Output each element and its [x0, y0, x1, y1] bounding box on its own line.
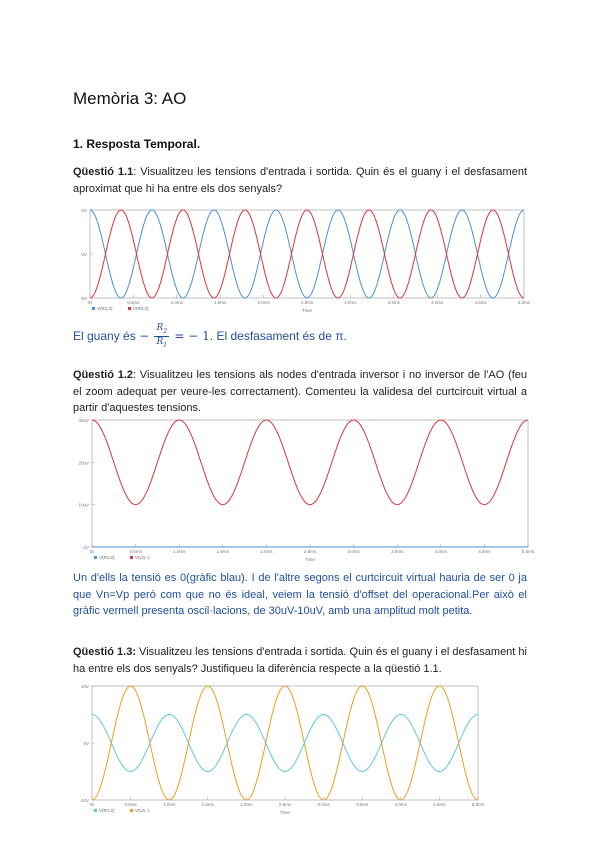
x-tick-label: 5.0ms: [517, 300, 531, 305]
legend-entry: V(U1:-): [135, 808, 150, 813]
x-tick-label: 3.0ms: [317, 802, 330, 807]
question-text: : Visualitzeu les tensions d'entrada i sortida. Quin és el guany i el desfasament aproximat que hi ha entre els dos senyals?: [73, 166, 527, 195]
legend-swatch: [94, 556, 97, 559]
x-axis-label: Time: [280, 810, 290, 815]
legend-entry: V(R1:2): [97, 306, 113, 311]
chart-3: [72, 680, 485, 820]
r2-symbol: R: [156, 322, 164, 333]
x-tick-label: 4.0ms: [394, 802, 407, 807]
y-tick-label: 0V: [83, 545, 89, 550]
x-tick-label: 2.5ms: [303, 549, 317, 554]
r2-subscript: 2: [163, 327, 168, 335]
y-tick-label: 20uV: [78, 460, 89, 466]
x-tick-label: 1.0ms: [170, 300, 183, 305]
y-tick-label: 0V: [83, 741, 89, 746]
x-axis-label: Time: [302, 308, 312, 313]
question-text: : Visualitzeu les tensions als nodes d'entrada inversor i no inversor de l'AO (feu el zoom adequat per veure-les correctament). Comenteu la validesa del curtcircuit virtual a partir d'aquestes tensions.: [73, 369, 527, 414]
answer-suffix: . El desfasament és de π.: [209, 329, 347, 343]
r1-symbol: R: [156, 337, 164, 348]
page-title: Memòria 3: AO: [73, 89, 187, 108]
x-tick-label: 0.5ms: [124, 802, 137, 807]
x-tick-label: 0.5ms: [127, 300, 140, 305]
x-tick-label: 4.5ms: [474, 300, 487, 305]
x-tick-label: 0.5ms: [129, 549, 142, 554]
section-heading: 1. Resposta Temporal.: [73, 137, 201, 151]
x-tick-label: 5.0ms: [521, 549, 535, 554]
x-axis-label: Time: [305, 557, 315, 562]
y-tick-label: 30uV: [78, 418, 89, 423]
y-tick-label: 10uV: [78, 502, 89, 508]
x-tick-label: 2.5ms: [300, 300, 314, 305]
y-tick-label: -5V: [79, 296, 87, 301]
question-label: Qüestió 1.2: [73, 369, 133, 381]
x-tick-label: 2.0ms: [257, 300, 270, 305]
question-1-1: [73, 164, 527, 197]
minus-sign: −: [139, 329, 150, 343]
legend-entry: V(R1:2): [99, 555, 115, 560]
y-tick-label: -10V: [79, 798, 89, 803]
x-tick-label: 1.0ms: [163, 802, 176, 807]
chart-2: [72, 417, 535, 567]
legend-entry: V(U1:-): [135, 555, 150, 560]
question-label: Qüestió 1.1: [73, 166, 134, 178]
plot-frame: [90, 210, 524, 298]
y-tick-label: 0V: [81, 252, 87, 257]
answer-1-1: [73, 322, 533, 351]
x-tick-label: 3.5ms: [387, 300, 400, 305]
legend-swatch: [92, 307, 95, 310]
x-tick-label: 1.5ms: [216, 549, 229, 554]
x-tick-label: 2.5ms: [278, 802, 292, 807]
x-tick-label: 3.0ms: [344, 300, 357, 305]
x-tick-label: 3.0ms: [347, 549, 360, 554]
r1-subscript: 1: [163, 342, 168, 350]
fraction-r2-r1: [154, 323, 169, 352]
question-1-3: [73, 644, 527, 677]
legend-swatch: [94, 809, 97, 812]
y-tick-label: 10V: [80, 684, 89, 689]
legend-entry: V(R1:2): [99, 808, 115, 813]
equals-minus-one: = − 1: [174, 329, 210, 343]
x-tick-label: 0s: [89, 549, 95, 554]
x-tick-label: 2.0ms: [260, 549, 273, 554]
x-tick-label: 3.5ms: [356, 802, 369, 807]
x-tick-label: 5.0ms: [471, 802, 485, 807]
answer-prefix: El guany és: [73, 329, 136, 343]
x-tick-label: 4.0ms: [431, 300, 444, 305]
x-tick-label: 3.5ms: [391, 549, 404, 554]
legend-entry: V(R2:2): [133, 306, 149, 311]
x-tick-label: 2.0ms: [240, 802, 253, 807]
x-tick-label: 1.5ms: [201, 802, 214, 807]
x-tick-label: 1.5ms: [214, 300, 227, 305]
question-1-2: [73, 367, 527, 417]
x-tick-label: 4.5ms: [478, 549, 491, 554]
x-tick-label: 4.5ms: [433, 802, 446, 807]
x-tick-label: 1.0ms: [173, 549, 186, 554]
legend-swatch: [128, 307, 131, 310]
y-tick-label: 5V: [81, 208, 87, 213]
legend-swatch: [130, 556, 133, 559]
answer-1-2: Un d'ells la tensió es 0(gràfic blau). I de l'altre segons el curtcircuit virtual hauria de ser 0 ja que Vn=Vp però com que no és ideal, veiem la tensió d'offset del operacional.Per això el gràfic vermell presenta oscil·lacions, de 30uV-10uV, amb una amplitud molt petita.: [73, 572, 527, 617]
question-label: Qüestió 1.3:: [73, 646, 136, 658]
legend-swatch: [130, 809, 133, 812]
plot-frame: [92, 420, 528, 547]
x-tick-label: 0s: [87, 300, 93, 305]
x-tick-label: 4.0ms: [434, 549, 447, 554]
chart-1: [72, 200, 531, 316]
x-tick-label: 0s: [89, 802, 95, 807]
question-text: Visualitzeu les tensions d'entrada i sortida. Quin és el guany i el desfasament hi ha entre els dos senyals? Justifiqueu la diferència respecte a la qüestió 1.1.: [73, 646, 527, 675]
